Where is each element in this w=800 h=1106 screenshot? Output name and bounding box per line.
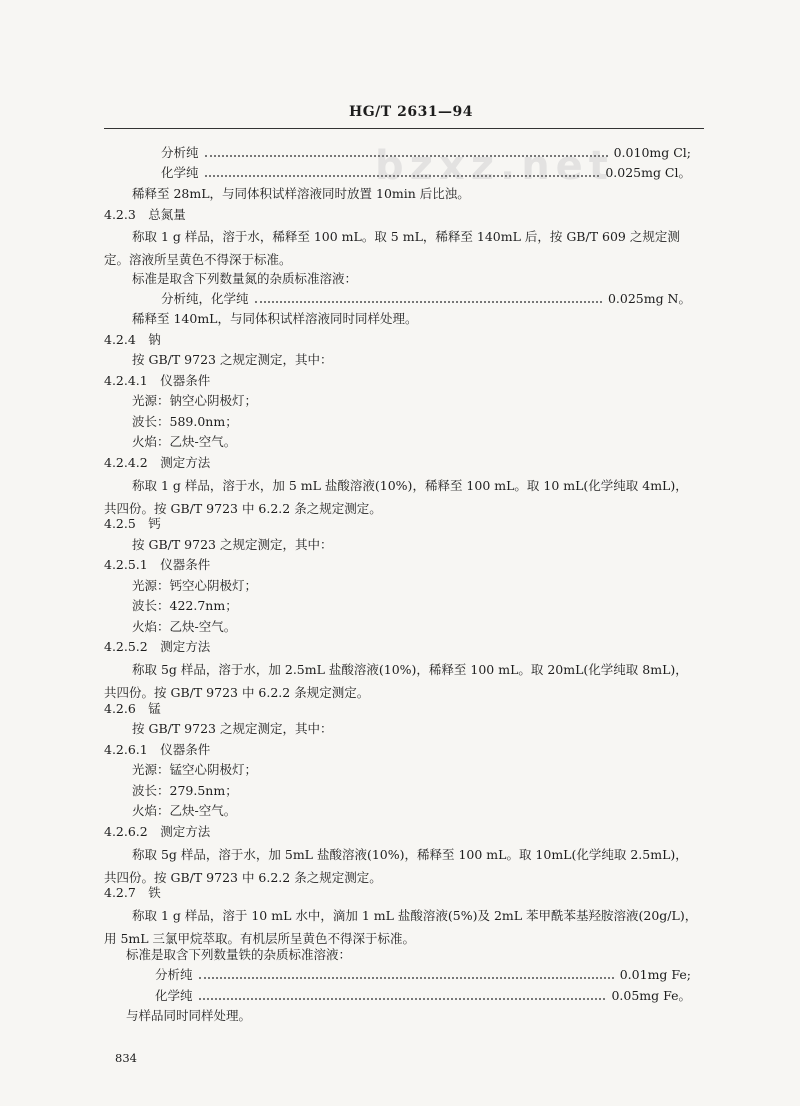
section-heading: 4.2.3 总氮量 [104, 207, 186, 222]
limit-line: 分析纯 0.01mg Fe; [155, 967, 691, 982]
text-line: 火焰：乙炔-空气。 [132, 803, 237, 818]
section-heading: 4.2.5.1 仪器条件 [104, 557, 211, 572]
section-heading: 4.2.4.2 测定方法 [104, 455, 211, 470]
limit-line: 化学纯 0.05mg Fe。 [155, 988, 691, 1003]
paragraph: 称取 1 g 样品，溶于水，加 5 mL 盐酸溶液(10%)，稀释至 100 mL。取 10 mL(化学纯取 4mL)，共四份。按 GB/T 9723 中 6.2.2 条之规定测定。 [104, 478, 688, 516]
header-rule [104, 128, 704, 129]
text-line: 光源：钙空心阴极灯； [132, 578, 258, 593]
section-heading: 4.2.4.1 仪器条件 [104, 373, 211, 388]
text-line: 标准是取含下列数量铁的杂质标准溶液： [126, 947, 352, 962]
text-line: 光源：锰空心阴极灯； [132, 762, 258, 777]
text-line: 按 GB/T 9723 之规定测定，其中： [132, 721, 333, 736]
section-heading: 4.2.4 钠 [104, 332, 161, 347]
section-heading: 4.2.5.2 测定方法 [104, 639, 211, 654]
paragraph: 称取 1 g 样品，溶于 10 mL 水中，滴加 1 mL 盐酸溶液(5%)及 2mL 苯甲酰苯基羟胺溶液(20g/L)，用 5mL 三氯甲烷萃取。有机层所呈黄色不得深于标准。 [104, 908, 698, 946]
section-heading: 4.2.6.1 仪器条件 [104, 742, 211, 757]
text-line: 标准是取含下列数量氮的杂质标准溶液： [132, 271, 358, 286]
page-number: 834 [115, 1051, 137, 1065]
text-line: 波长：589.0nm； [132, 414, 238, 429]
watermark: bzxz.net [375, 143, 614, 189]
limit-line: 分析纯 0.010mg Cl; [161, 145, 691, 160]
paragraph: 称取 5g 样品，溶于水，加 5mL 盐酸溶液(10%)，稀释至 100 mL。取 10mL(化学纯取 2.5mL)，共四份。按 GB/T 9723 中 6.2.2 条之规定测定。 [104, 847, 688, 885]
text-line: 按 GB/T 9723 之规定测定，其中： [132, 352, 333, 367]
text-line: 波长：422.7nm； [132, 598, 238, 613]
section-heading: 4.2.5 钙 [104, 516, 161, 531]
section-heading: 4.2.7 铁 [104, 885, 161, 900]
text-line: 稀释至 28mL，与同体积试样溶液同时放置 10min 后比浊。 [132, 186, 470, 201]
text-line: 按 GB/T 9723 之规定测定，其中： [132, 537, 333, 552]
text-line: 光源：钠空心阴极灯； [132, 393, 258, 408]
text-line: 稀释至 140mL，与同体积试样溶液同时同样处理。 [132, 311, 418, 326]
text-line: 波长：279.5nm； [132, 783, 238, 798]
limit-line: 分析纯，化学纯 0.025mg N。 [161, 291, 691, 306]
section-heading: 4.2.6.2 测定方法 [104, 824, 211, 839]
limit-line: 化学纯 0.025mg Cl。 [161, 165, 691, 180]
paragraph: 称取 5g 样品，溶于水，加 2.5mL 盐酸溶液(10%)，稀释至 100 mL。取 20mL(化学纯取 8mL)，共四份。按 GB/T 9723 中 6.2.2 条规定测定。 [104, 662, 688, 700]
section-heading: 4.2.6 锰 [104, 701, 161, 716]
text-line: 与样品同时同样处理。 [126, 1008, 252, 1023]
paragraph: 称取 1 g 样品，溶于水，稀释至 100 mL。取 5 mL，稀释至 140mL 后，按 GB/T 609 之规定测定。溶液所呈黄色不得深于标准。 [104, 229, 680, 267]
text-line: 火焰：乙炔-空气。 [132, 434, 237, 449]
page-header: HG/T 2631—94 [349, 104, 474, 120]
text-line: 火焰：乙炔-空气。 [132, 619, 237, 634]
